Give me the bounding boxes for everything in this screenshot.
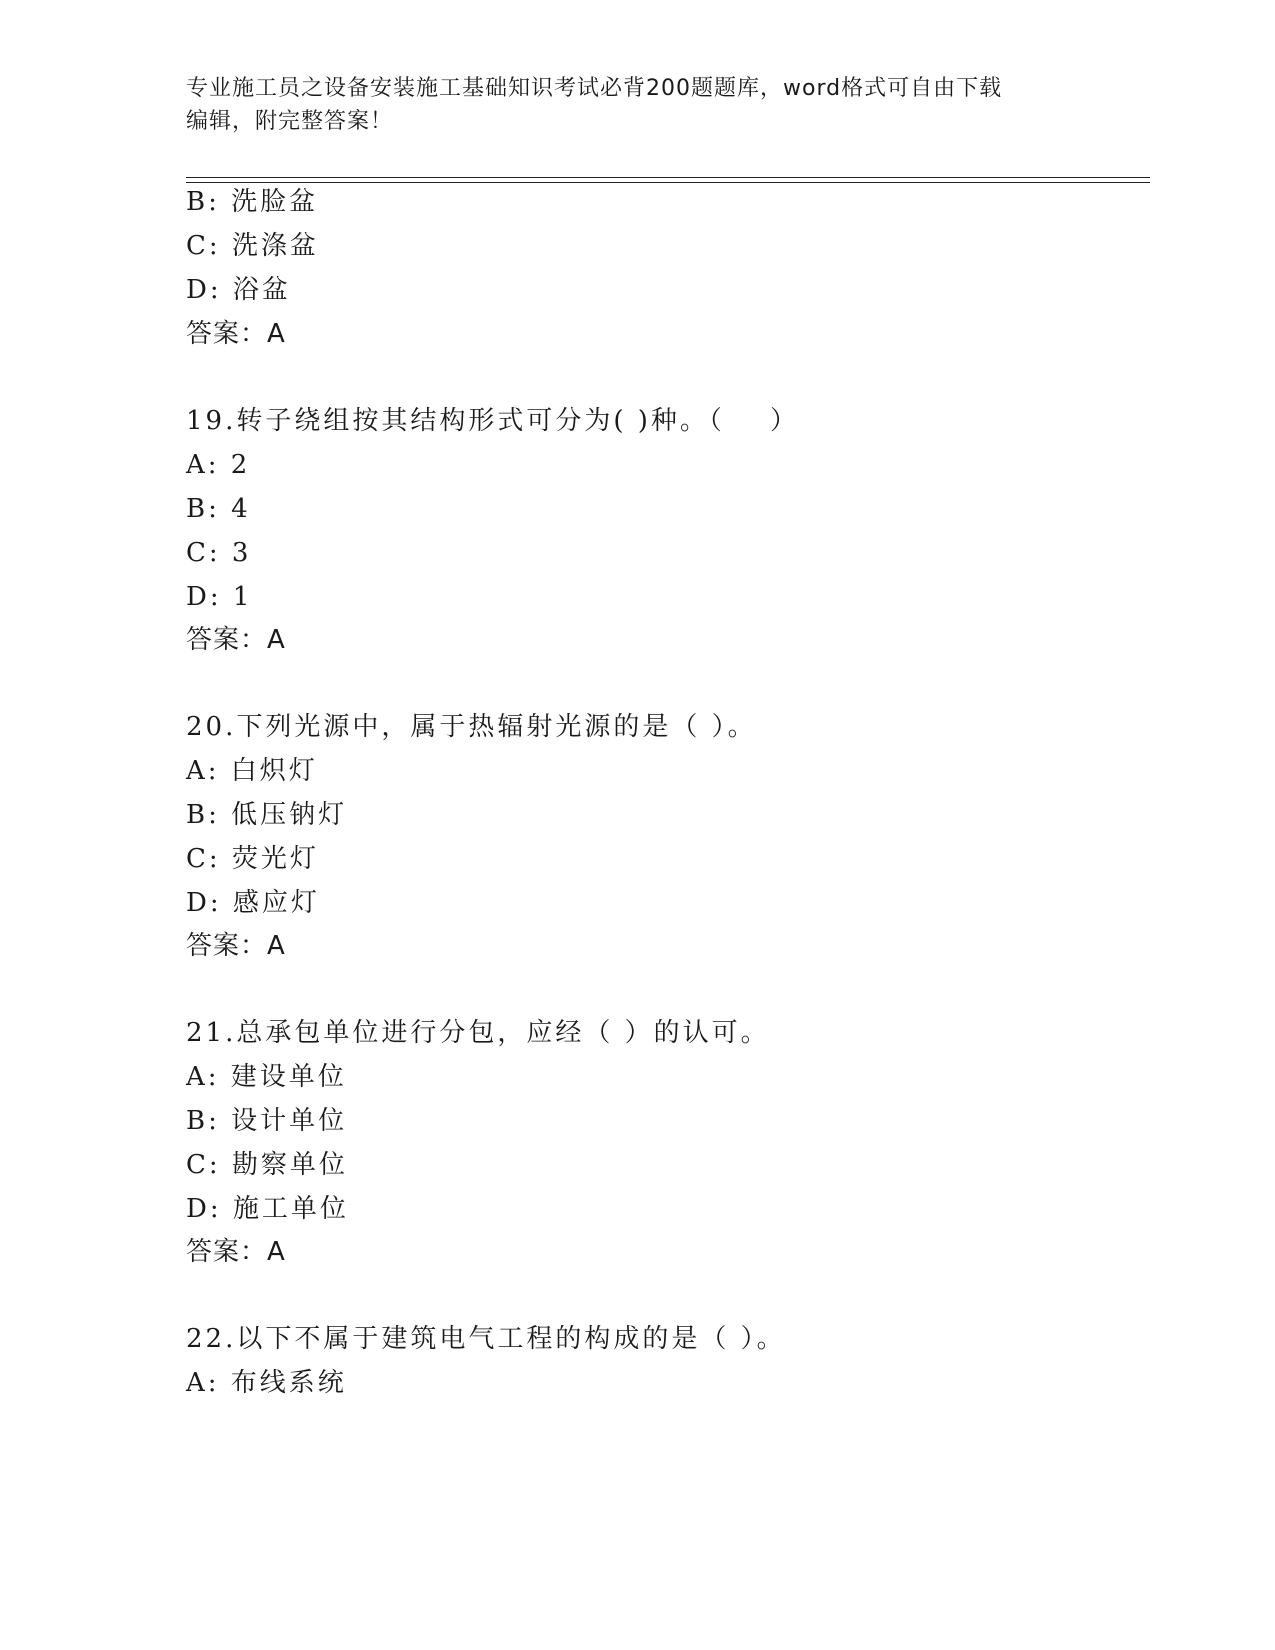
q19-option-a: A: 2 [186, 450, 251, 480]
q19-option-c: C: 3 [186, 538, 252, 568]
q19-option-d: D: 1 [186, 582, 253, 612]
q20-option-d: D: 感应灯 [186, 888, 320, 918]
q21-option-b: B: 设计单位 [186, 1106, 348, 1136]
header-divider-top [186, 177, 1150, 178]
q21-answer: 答案：A [186, 1237, 286, 1267]
q18-option-c: C: 洗涤盆 [186, 231, 319, 261]
q20-option-b: B: 低压钠灯 [186, 800, 348, 830]
q21-option-d: D: 施工单位 [186, 1194, 349, 1224]
q18-option-b: B: 洗脸盆 [186, 187, 319, 217]
q22-question: 22.以下不属于建筑电气工程的构成的是（ ）。 [186, 1324, 786, 1354]
q19-option-b: B: 4 [186, 494, 251, 524]
header-title-line-1: 专业施工员之设备安装施工基础知识考试必背200题题库，word格式可自由下载 [186, 76, 1003, 101]
header-divider-bottom [186, 182, 1150, 183]
header-title-line-2: 编辑，附完整答案！ [186, 109, 394, 134]
q20-option-a: A: 白炽灯 [186, 756, 318, 786]
q22-option-a: A: 布线系统 [186, 1368, 347, 1398]
q21-question: 21.总承包单位进行分包，应经（ ）的认可。 [186, 1018, 770, 1048]
q19-answer: 答案：A [186, 625, 286, 655]
q20-question: 20.下列光源中，属于热辐射光源的是（ ）。 [186, 712, 757, 742]
q20-option-c: C: 荧光灯 [186, 844, 319, 874]
document-header [186, 72, 1086, 138]
q18-option-d: D: 浴盆 [186, 275, 291, 305]
q18-answer: 答案：A [186, 319, 286, 349]
q21-option-c: C: 勘察单位 [186, 1150, 348, 1180]
q19-question: 19.转子绕组按其结构形式可分为( )种。（ ） [186, 406, 799, 436]
q21-option-a: A: 建设单位 [186, 1062, 347, 1092]
q20-answer: 答案：A [186, 931, 286, 961]
